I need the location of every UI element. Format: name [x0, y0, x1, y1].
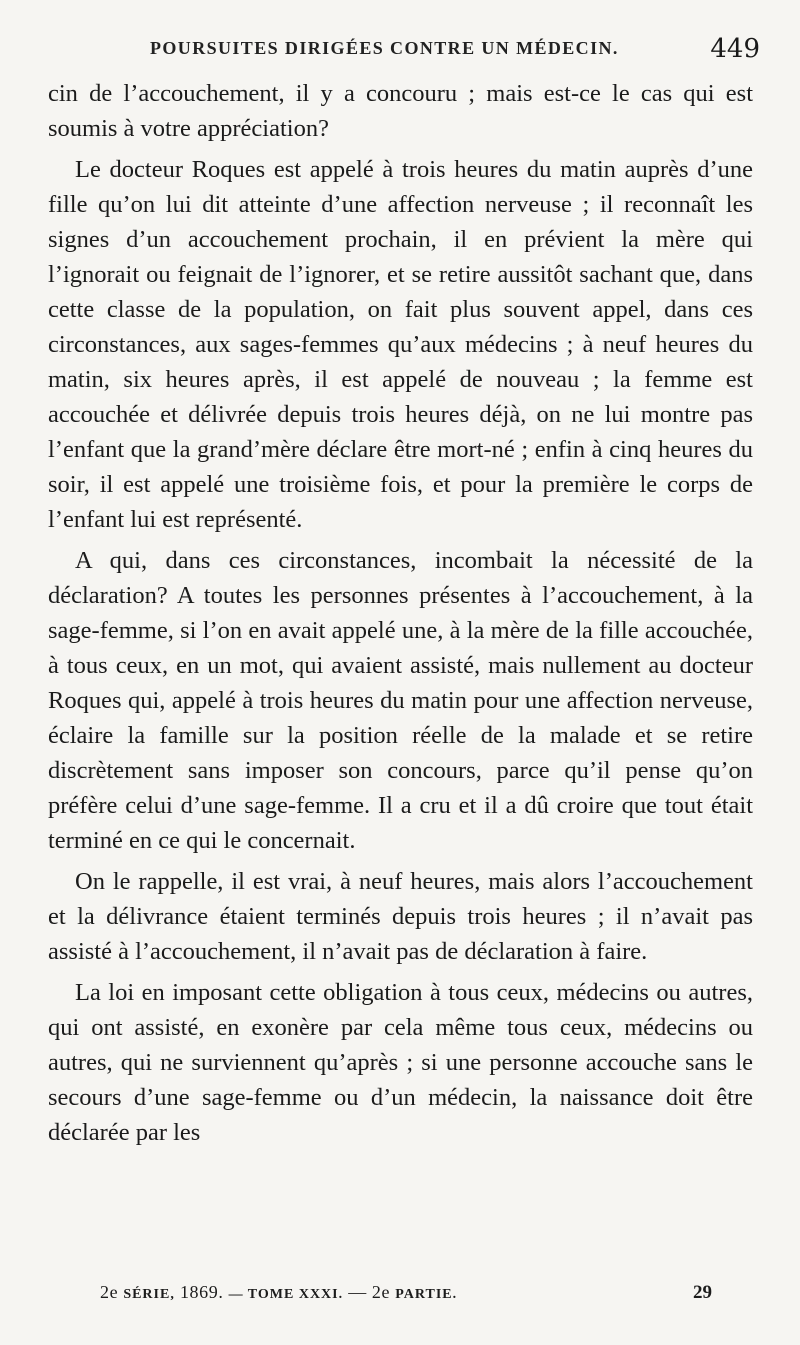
year: 1869. [179, 1282, 224, 1302]
paragraph-continuation: cin de l’accouchement, il y a concouru ; mais est-ce le cas qui est soumis à votre appréciation? [48, 80, 753, 142]
part-word: PARTIE. [395, 1287, 458, 1302]
running-head [150, 34, 760, 66]
body-text [48, 76, 753, 1156]
page-number: 449 [710, 34, 760, 64]
paragraph-recalled: On le rappelle, il est vrai, à neuf heures, mais alors l’accouchement et la délivrance étaient terminés depuis trois heures ; il n’avait pas assisté à l’accouchement, il n’avait pas de déclaration à faire. [48, 868, 753, 965]
page-footer [100, 1282, 712, 1312]
series-word: SÉRIE, [123, 1287, 175, 1302]
paragraph-law-obligation: La loi en imposant cette obligation à tous ceux, médecins ou autres, qui ont assisté, en exonère par cela même tous ceux, médecins ou autres, qui ne surviennent qu’après ; si une personne accouche sans le secours d’une sage-femme ou d’un médecin, la naissance doit être déclarée par les [48, 979, 753, 1146]
series-note [100, 1282, 457, 1303]
signature-number: 29 [693, 1282, 712, 1303]
paragraph-declaration-duty: A qui, dans ces circonstances, incombait la nécessité de la déclaration? A toutes les personnes présentes à l’accouchement, à la sage-femme, si l’on en avait appelé une, à la mère de la fille accouchée, à tous ceux, en un mot, qui avaient assisté, mais nullement au docteur Roques qui, appelé à trois heures du matin pour une affection nerveuse, éclaire la famille sur la position réelle de la malade et se retire discrètement sans imposer son concours, parce qu’il pense qu’on préfère celui d’une sage-femme. Il a cru et il a dû croire que tout était terminé en ce qui le concernait. [48, 547, 753, 854]
tome: — TOME XXXI. [228, 1287, 344, 1302]
running-head-title: POURSUITES DIRIGÉES CONTRE UN MÉDECIN. [150, 38, 619, 58]
part-number: — 2e [348, 1282, 391, 1302]
paragraph-roques-called: Le docteur Roques est appelé à trois heures du matin auprès d’une fille qu’on lui dit atteinte d’une affection nerveuse ; il reconnaît les signes d’un accouchement prochain, il en prévient la mère qui l’ignorait ou feignait de l’ignorer, et se retire aussitôt sachant que, dans cette classe de la population, on fait plus souvent appel, dans ces circonstances, aux sages-femmes qu’aux médecins ; à neuf heures du matin, six heures après, il est appelé de nouveau ; la femme est accouchée et délivrée depuis trois heures déjà, on ne lui montre pas l’enfant que la grand’mère déclare être mort-né ; enfin à cinq heures du soir, il est appelé une troisième fois, et pour la première le corps de l’enfant lui est représenté. [48, 156, 753, 533]
series-number: 2e [100, 1282, 119, 1302]
